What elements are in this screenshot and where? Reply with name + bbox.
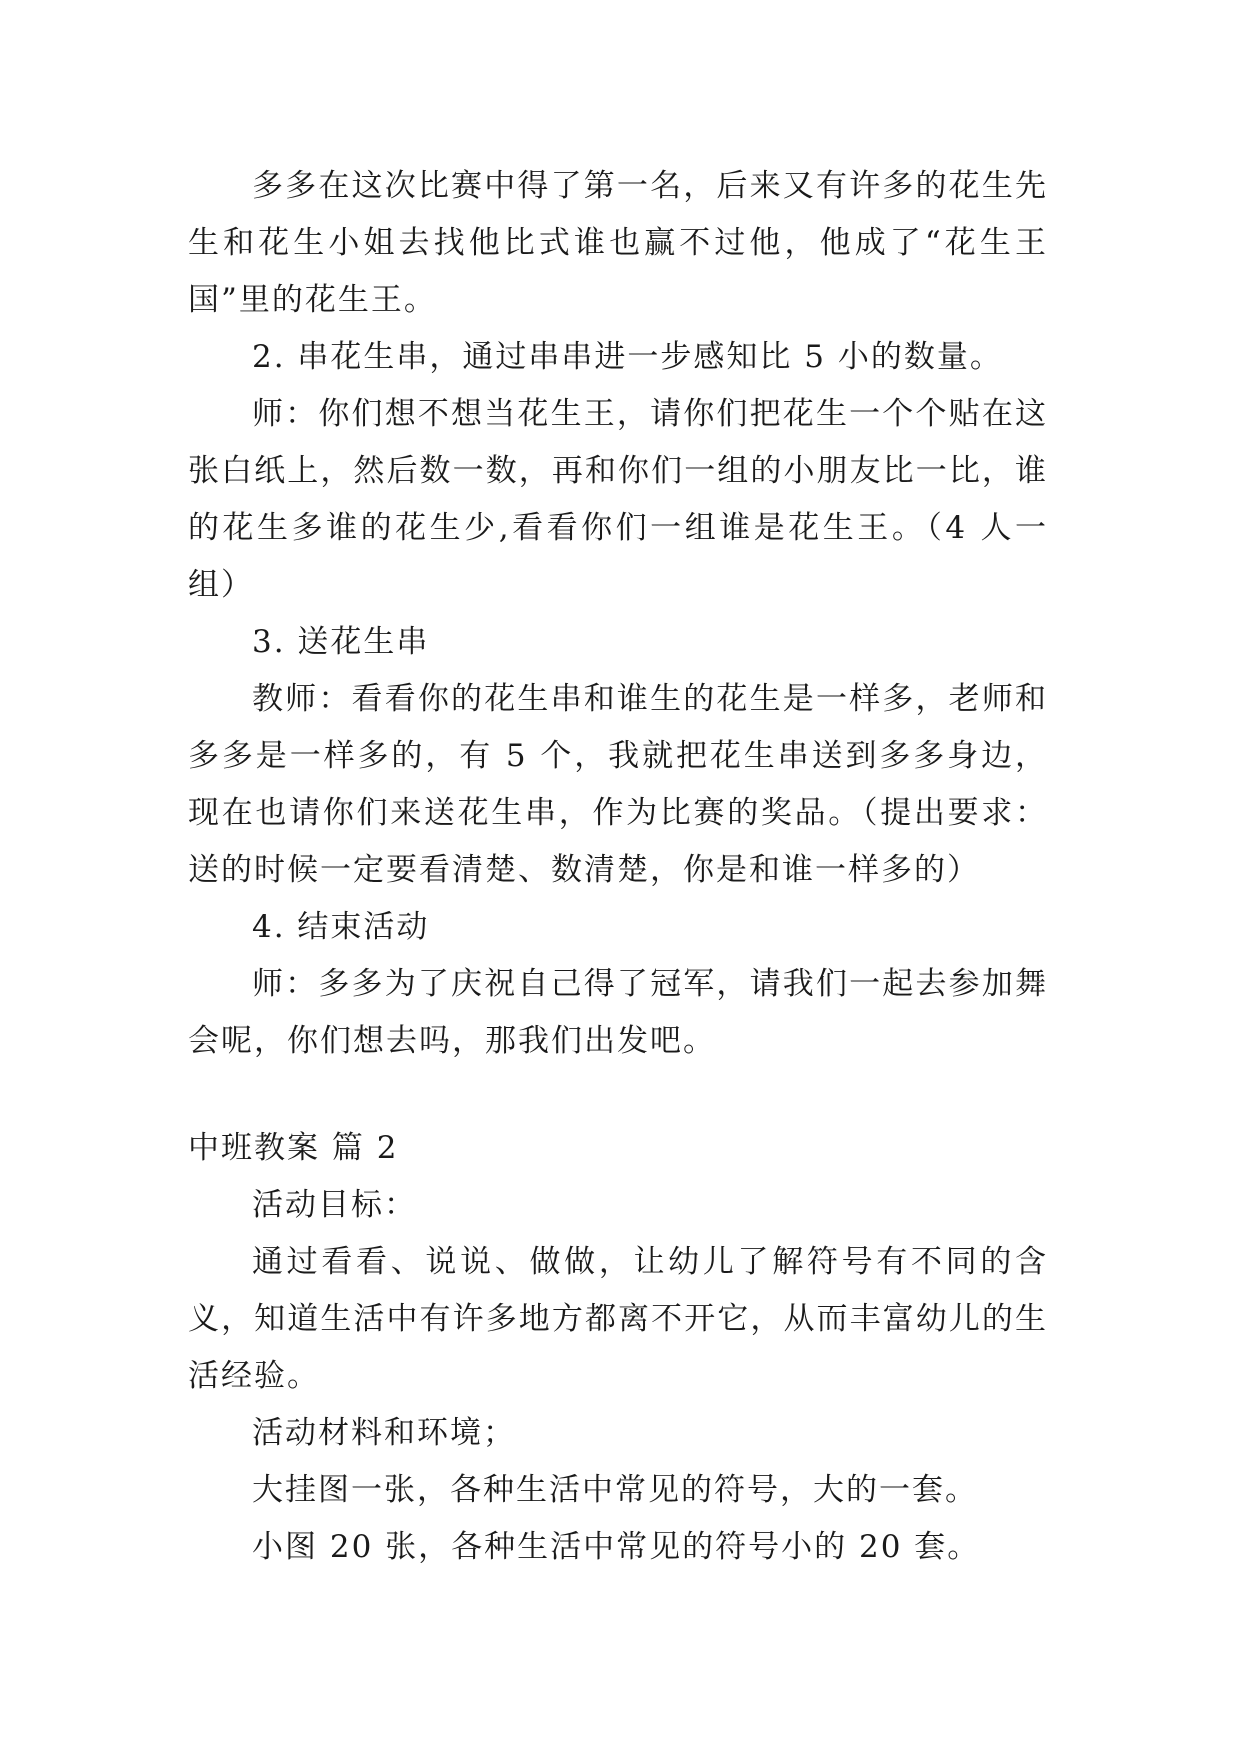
paragraph-materials-large: 大挂图一张，各种生活中常见的符号，大的一套。 xyxy=(252,1472,978,1508)
paragraph-materials-small: 小图 20 张，各种生活中常见的符号小的 20 套。 xyxy=(252,1529,981,1565)
paragraph-step-2-instruction: 师：你们想不想当花生王，请你们把花生一个个贴在这张白纸上，然后数一数，再和你们一组的小朋友比一比，谁的花生多谁的花生少,看看你们一组谁是花生王。（4 人一组） xyxy=(188,396,1048,603)
paragraph-goals-text: 通过看看、说说、做做，让幼儿了解符号有不同的含义，知道生活中有许多地方都离不开它，从而丰富幼儿的生活经验。 xyxy=(188,1244,1048,1394)
paragraph-step-2-title: 2. 串花生串，通过串串进一步感知比 5 小的数量。 xyxy=(252,339,1003,375)
paragraph-step-4-instruction: 师：多多为了庆祝自己得了冠军，请我们一起去参加舞会呢，你们想去吗，那我们出发吧。 xyxy=(188,966,1048,1059)
paragraph-story-ending: 多多在这次比赛中得了第一名，后来又有许多的花生先生和花生小姐去找他比式谁也赢不过他，他成了“花生王国”里的花生王。 xyxy=(188,168,1048,318)
paragraph-step-4-title: 4. 结束活动 xyxy=(252,909,430,945)
paragraph-materials-title: 活动材料和环境； xyxy=(252,1415,516,1451)
paragraph-step-3-title: 3. 送花生串 xyxy=(252,624,430,660)
section-heading: 中班教案 篇 2 xyxy=(188,1130,399,1166)
paragraph-step-3-instruction: 教师：看看你的花生串和谁生的花生是一样多，老师和多多是一样多的，有 5 个，我就把花生串送到多多身边，现在也请你们来送花生串，作为比赛的奖品。（提出要求：送的时候一定要看清楚、数清楚，你是和谁一样多的） xyxy=(188,681,1048,888)
paragraph-goals-title: 活动目标： xyxy=(252,1187,417,1223)
document-body xyxy=(188,158,1048,1576)
